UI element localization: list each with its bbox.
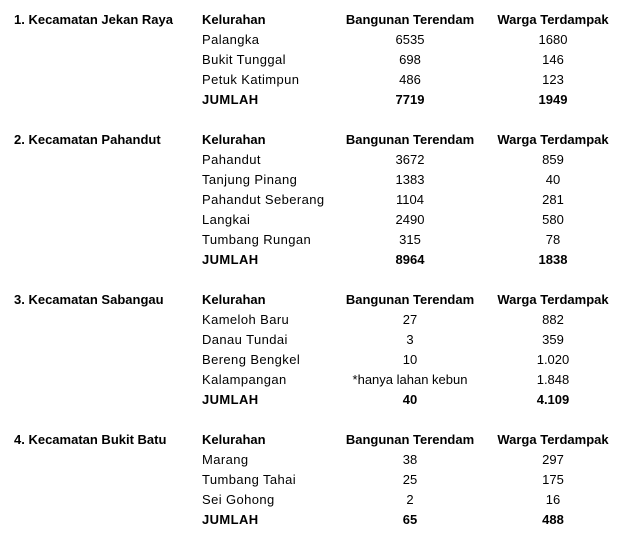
- header-warga: Warga Terdampak: [497, 12, 609, 27]
- table-row: [0, 490, 628, 510]
- header-bangunan: Bangunan Terendam: [345, 292, 475, 307]
- header-warga: Warga Terdampak: [497, 292, 609, 307]
- table-row: [0, 150, 628, 170]
- table-row: [0, 230, 628, 250]
- warga-value: 359: [542, 332, 564, 347]
- kelurahan-name: Marang: [202, 452, 249, 467]
- kelurahan-name: Danau Tundai: [202, 332, 288, 347]
- district-title: 1. Kecamatan Jekan Raya: [14, 12, 173, 27]
- warga-value: 40: [545, 172, 561, 187]
- bangunan-value: 27: [402, 312, 418, 327]
- header-kelurahan: Kelurahan: [202, 292, 266, 307]
- warga-value: 146: [542, 52, 564, 67]
- total-row: [0, 90, 628, 110]
- kelurahan-name: Pahandut: [202, 152, 261, 167]
- bangunan-value: 25: [402, 472, 418, 487]
- bangunan-value: 6535: [395, 32, 425, 47]
- total-warga: 1949: [538, 92, 568, 107]
- kelurahan-name: Tanjung Pinang: [202, 172, 298, 187]
- warga-value: 281: [542, 192, 564, 207]
- bangunan-value: 698: [399, 52, 421, 67]
- total-label: JUMLAH: [202, 252, 259, 267]
- header-row: [0, 130, 628, 150]
- warga-value: 1.020: [536, 352, 570, 367]
- table-row: [0, 50, 628, 70]
- table-row: [0, 70, 628, 90]
- table-row: [0, 170, 628, 190]
- warga-value: 1.848: [536, 372, 570, 387]
- warga-value: 580: [542, 212, 564, 227]
- total-bangunan: 8964: [395, 252, 425, 267]
- warga-value: 175: [542, 472, 564, 487]
- header-kelurahan: Kelurahan: [202, 432, 266, 447]
- bangunan-value: 2490: [395, 212, 425, 227]
- header-warga: Warga Terdampak: [497, 132, 609, 147]
- kelurahan-name: Palangka: [202, 32, 260, 47]
- warga-value: 16: [545, 492, 561, 507]
- kelurahan-name: Sei Gohong: [202, 492, 275, 507]
- bangunan-value: 1383: [395, 172, 425, 187]
- kelurahan-name: Kameloh Baru: [202, 312, 290, 327]
- warga-value: 297: [542, 452, 564, 467]
- header-kelurahan: Kelurahan: [202, 132, 266, 147]
- warga-value: 78: [545, 232, 561, 247]
- district-section: [0, 10, 628, 110]
- total-label: JUMLAH: [202, 92, 259, 107]
- kelurahan-name: Pahandut Seberang: [202, 192, 325, 207]
- kelurahan-name: Tumbang Tahai: [202, 472, 297, 487]
- total-label: JUMLAH: [202, 392, 259, 407]
- kelurahan-name: Tumbang Rungan: [202, 232, 312, 247]
- warga-value: 882: [542, 312, 564, 327]
- bangunan-value: 486: [399, 72, 421, 87]
- district-section: [0, 290, 628, 410]
- total-warga: 488: [542, 512, 564, 527]
- kelurahan-name: Petuk Katimpun: [202, 72, 300, 87]
- bangunan-value: 1104: [396, 192, 424, 207]
- total-bangunan: 40: [402, 392, 418, 407]
- warga-value: 123: [542, 72, 564, 87]
- total-row: [0, 390, 628, 410]
- table-row: [0, 30, 628, 50]
- total-bangunan: 65: [402, 512, 418, 527]
- header-kelurahan: Kelurahan: [202, 12, 266, 27]
- district-title: 2. Kecamatan Pahandut: [14, 132, 161, 147]
- table-row: [0, 330, 628, 350]
- district-title: 4. Kecamatan Bukit Batu: [14, 432, 167, 447]
- bangunan-value: 2: [406, 492, 414, 507]
- total-warga: 1838: [538, 252, 568, 267]
- bangunan-value: 38: [402, 452, 418, 467]
- table-row: [0, 350, 628, 370]
- district-section: [0, 130, 628, 270]
- header-row: [0, 290, 628, 310]
- header-bangunan: Bangunan Terendam: [345, 12, 475, 27]
- kelurahan-name: Langkai: [202, 212, 251, 227]
- bangunan-value: 3672: [395, 152, 425, 167]
- total-bangunan: 7719: [395, 92, 425, 107]
- header-row: [0, 10, 628, 30]
- table-row: [0, 470, 628, 490]
- bangunan-value: 315: [399, 232, 421, 247]
- district-section: [0, 430, 628, 530]
- kelurahan-name: Bukit Tunggal: [202, 52, 286, 67]
- kelurahan-name: Bereng Bengkel: [202, 352, 301, 367]
- district-title: 3. Kecamatan Sabangau: [14, 292, 164, 307]
- total-row: [0, 510, 628, 530]
- bangunan-value: 3: [406, 332, 414, 347]
- table-row: [0, 190, 628, 210]
- header-bangunan: Bangunan Terendam: [345, 132, 475, 147]
- total-label: JUMLAH: [202, 512, 259, 527]
- total-warga: 4.109: [536, 392, 570, 407]
- bangunan-value: 10: [402, 352, 418, 367]
- header-warga: Warga Terdampak: [497, 432, 609, 447]
- total-row: [0, 250, 628, 270]
- kelurahan-name: Kalampangan: [202, 372, 287, 387]
- header-bangunan: Bangunan Terendam: [345, 432, 475, 447]
- table-row: [0, 370, 628, 390]
- table-row: [0, 450, 628, 470]
- table-row: [0, 210, 628, 230]
- warga-value: 859: [542, 152, 564, 167]
- header-row: [0, 430, 628, 450]
- table-row: [0, 310, 628, 330]
- bangunan-value: *hanya lahan kebun: [352, 372, 468, 387]
- warga-value: 1680: [538, 32, 568, 47]
